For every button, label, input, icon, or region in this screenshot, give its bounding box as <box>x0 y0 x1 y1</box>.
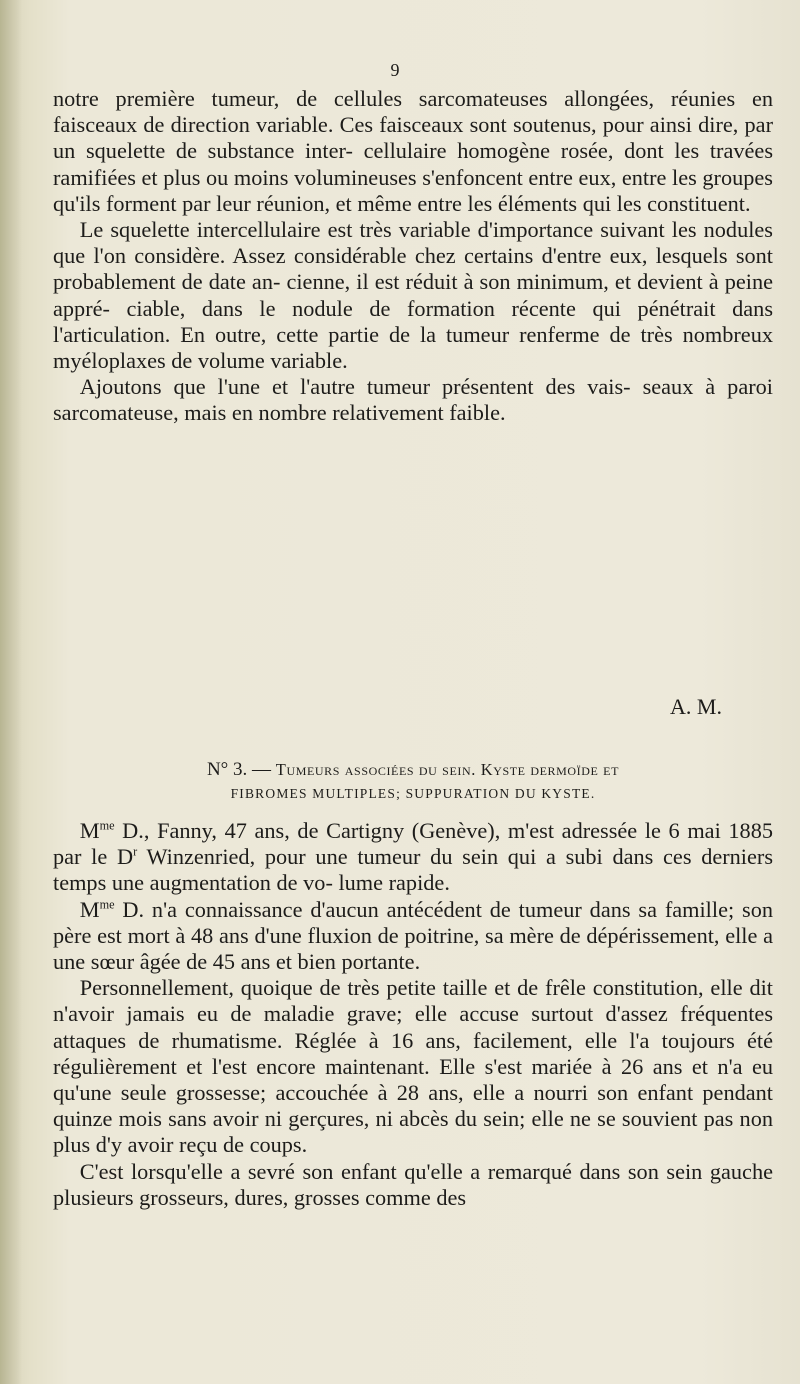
case-title-line2: FIBROMES MULTIPLES; SUPPURATION DU KYSTE. <box>230 786 596 801</box>
case-title-line1: Tumeurs associées du sein. Kyste dermoïde et <box>275 760 620 779</box>
text-run: M <box>79 896 100 922</box>
text-line: notre première tumeur, de cellules sarcomateuses allongées, <box>53 86 655 111</box>
superscript: me <box>99 818 115 833</box>
text-line: cellulaire homogène rosée, dont les travées ramifiées et plus ou <box>53 138 773 190</box>
page-number: 9 <box>390 60 400 80</box>
paragraph-weaning: C'est lorsqu'elle a sevré son enfant qu'elle a remarqué dans son sein gauche plusieurs grosseurs, dures, grosses comme des <box>53 1158 773 1210</box>
previous-section-text <box>53 86 773 427</box>
paragraph-personal-history: Personnellement, quoique de très petite taille et de frêle constitution, elle dit n'avoir jamais eu de maladie grave; elle accuse surtout d'assez fréquentes attaques de rhumatisme. Réglée à 16 ans, facilement, elle l'a toujours été régulièrement et l'est encore maintenant. Elle s'est mariée à 26 ans et n'a eu qu'une seule grossesse; accouchée à 28 ans, elle a nourri son enfant pendant quinze mois sans avoir ni gerçures, ni abcès du sein; elle ne se souvient pas non plus d'y avoir reçu de coups. <box>53 975 773 1158</box>
paragraph-ajoutons: Ajoutons que l'une et l'autre tumeur présentent des vais- seaux à paroi sarcomateuse, mais en nombre relativement faible. <box>53 374 773 426</box>
text-line: soutenus, pour ainsi dire, par un squelette de substance inter- <box>53 112 773 164</box>
superscript: me <box>99 897 115 912</box>
binding-shadow <box>0 0 22 1384</box>
text-line: qu'ils forment par leur réunion, et même entre les éléments <box>53 190 578 216</box>
author-initials: A. M. <box>670 694 722 719</box>
text-line: moins volumineuses s'enfoncent entre eux, entre les groupes <box>233 164 773 190</box>
paragraph-continuation <box>53 86 773 217</box>
paragraph-patient <box>53 818 773 897</box>
paragraph-squelette: Le squelette intercellulaire est très variable d'importance suivant les nodules que l'on considère. Assez considérable chez certains d'entre eux, lesquels sont probablement de date an- cienne, il est réduit à son minimum, et devient à peine appré- ciable, dans le nodule de formation récente qui pénétrait dans l'articulation. En outre, cette partie de la tumeur renferme de très nombreux myéloplaxes de volume variable. <box>53 217 773 374</box>
text-run: M <box>79 818 100 843</box>
text-line: qui les constituent. <box>582 190 751 216</box>
paragraph-family <box>53 897 773 976</box>
case-body-text <box>53 818 773 1211</box>
text-line: réunies en faisceaux de direction variable. Ces faisceaux sont <box>53 86 773 138</box>
case-heading-line1 <box>53 758 773 782</box>
text-run: D., Fanny, 47 ans, de Cartigny (Genève), m'est adressée le 6 mai 1885 par le D <box>53 818 773 870</box>
superscript: r <box>133 844 138 859</box>
text-run: Winzenried, pour une tumeur du sein qui a subi dans ces derniers temps une augmentation de vo- lume rapide. <box>53 844 774 896</box>
text-run: D. n'a connaissance d'aucun antécédent de tumeur dans sa famille; son père est mort à 48 ans d'une fluxion de poitrine, sa mère de dépérissement, elle a une sœur âgée de 45 ans et bien portante. <box>53 896 773 975</box>
case-heading <box>53 758 773 806</box>
case-number: N° 3. — <box>206 759 272 780</box>
